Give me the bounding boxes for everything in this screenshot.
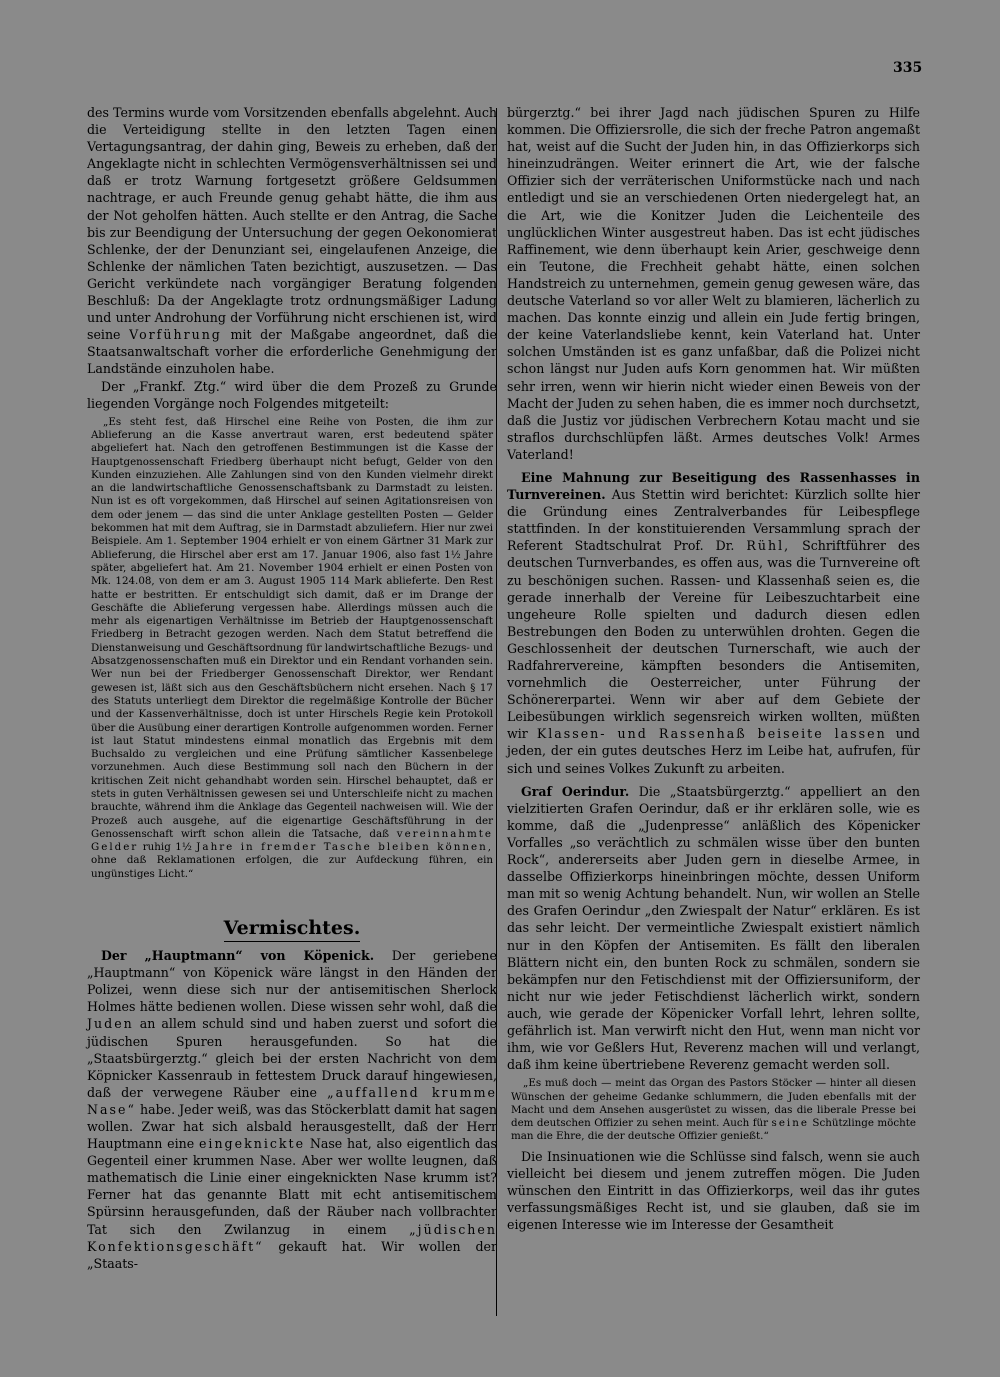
left-column	[87, 104, 497, 1272]
quote-text: „Es muß doch — meint das Organ des Pastors Stöcker — hinter all diesen Wünschen der geheime Gedanke schlummern, die Juden ebenfalls mit der Macht und dem Ansehen ausgerüstet zu wissen, das die liberale Presse bei dem deutschen Offizier zu sehen meint. Auch für seine Schützlinge möchte man die Ehre, die der deutsche Offizier genießt.“	[511, 1077, 916, 1143]
article-graf-oerindur: Graf Oerindur. Die „Staatsbürgerztg.“ appelliert an den vielzitierten Grafen Oerindur, daß er ihr erklären solle, wie es komme, daß die „Judenpresse“ anläßlich des Köpenicker Vorfalles „so verächtlich zu schmälen wisse über den bunten Rock“, andererseits aber Juden gern in dieselbe Armee, in dasselbe Offizierkorps hineinbringen möchte, dessen Uniform man mit so wenig Achtung behandelt. Nun, wir wollen an Stelle des Grafen Oerindur „den Zwiespalt der Natur“ erklären. Es ist das sehr leicht. Der vermeintliche Zwiespalt existiert nämlich nur in den Köpfen der Antisemiten. Es fällt den liberalen Blättern nicht ein, den bunten Rock zu schmälen, sondern sie bekämpfen nur den Fetischdienst mit der Offiziersuniform, der nicht nur wie jeder Fetischdienst lächerlich wirkt, sondern auch, wie gerade der Köpenicker Vorfall lehrt, lehren sollte, gefährlich ist. Man verwirft nicht den Hut, wenn man nicht vor ihm, wie vor Geßlers Hut, Reverenz machen will und verlangt, daß ihm keine übertriebene Reverenz gemacht werden soll.	[507, 783, 920, 1073]
section-title: Vermischtes.	[87, 917, 497, 939]
article-heading: Graf Oerindur.	[521, 783, 630, 799]
quote-text: „Es steht fest, daß Hirschel eine Reihe von Posten, die ihm zur Ablieferung an die Kasse anvertraut waren, erst bedeutend später abgeliefert hat. Nach den getroffenen Bestimmungen ist die Kasse der Hauptgenossenschaft Friedberg überhaupt nicht befugt, Gelder von den Kunden einzuziehen. Alle Zahlungen sind von den Kunden vielmehr direkt an die landwirtschaftliche Genossenschaftsbank zu Darmstadt zu leisten. Nun ist es oft vorgekommen, daß Hirschel auf seinen Agitationsreisen von dem oder jenem — das sind die unter Anklage gestellten Posten — Gelder bekommen hat mit dem Auftrag, sie in Darmstadt abzuliefern. Hier nur zwei Beispiele. Am 1. September 1904 erhielt er von einem Gärtner 31 Mark zur Ablieferung, die Hirschel aber erst am 17. Januar 1906, also fast 1½ Jahre später, abgeliefert hat. Am 21. November 1904 erhielt er einen Posten von Mk. 124.08, von dem er am 3. August 1905 114 Mark ablieferte. Den Rest hatte er bestritten. Er entschuldigt sich damit, daß er im Drange der Geschäfte die Ablieferung vergessen habe. Allerdings müssen auch die mehr als eigenartigen Verhältnisse im Betrieb der Hauptgenossenschaft Friedberg in Betracht gezogen werden. Nach dem Statut betreffend die Dienstanweisung und Geschäftsordnung für landwirtschaftliche Bezugs- und Absatzgenossenschaften muß ein Direktor und ein Rendant vorhanden sein. Wer nun bei der Friedberger Genossenschaft Direktor, wer Rendant gewesen ist, läßt sich aus den Geschäftsbüchern nicht ersehen. Nach § 17 des Statuts unterliegt dem Direktor die regelmäßige Kontrolle der Bücher und der Kassenverhältnisse, doch ist unter Hirschels Regie kein Protokoll über die Ausübung einer derartigen Kontrolle aufgenommen worden. Ferner ist laut Statut mindestens einmal monatlich das Ergebnis mit dem Buchsaldo zu vergleichen und eine Prüfung sämtlicher Kassenbelege vorzunehmen. Auch diese Bestimmung soll nach den Büchern in der kritischen Zeit nicht gehandhabt worden sein. Hirschel behauptet, daß er stets in guten Verhältnissen gewesen sei und Unterschleife nicht zu machen brauchte, während ihm die Anklage das Gegenteil nachweisen will. Wie der Prozeß auch ausgehe, auf die eigenartige Geschäftsführung in der Genossenschaft wirft schon allein die Tatsache, daß vereinnahmte Gelder ruhig 1½ Jahre in fremder Tasche bleiben können, ohne daß Reklamationen erfolgen, die zur Aufdeckung führen, ein ungünstiges Licht.“	[91, 415, 493, 880]
right-column	[507, 104, 920, 1233]
paragraph-frankf-ztg: Der „Frankf. Ztg.“ wird über die dem Prozeß zu Grunde liegenden Vorgänge noch Folgendes mitgeteilt:	[87, 378, 497, 411]
article-turnvereine: Eine Mahnung zur Beseitigung des Rassenhasses in Turnvereinen. Aus Stettin wird berichtet: Kürzlich sollte hier die Gründung eines Zentralverbandes für Leibespflege stattfinden. In der konstituierenden Versammlung sprach der Referent Stadtschulrat Prof. Dr. Rühl, Schriftführer des deutschen Turnverbandes, es offen aus, was die Turnvereine oft zu beschönigen suchen. Rassen- und Klassenhaß seien es, die gerade innerhalb der Vereine für Leibeszuchtarbeit eine ungeheure Rolle spielten und dadurch diesen edlen Bestrebungen den Boden zu unterwühlen drohten. Gegen die Geschlossenheit der deutschen Turnerschaft, wie auch der Radfahrervereine, kämpften besonders die Antisemiten, vornehmlich die Oesterreicher, unter Führung der Schönererpartei. Wenn wir aber auf dem Gebiete der Leibesübungen wirklich segensreich wirken wollten, müßten wir Klassen- und Rassenhaß beiseite lassen und jeden, der ein gutes deutsches Herz im Leibe hat, aufrufen, für sich und seines Volkes Zukunft zu arbeiten.	[507, 469, 921, 776]
quote-block	[91, 416, 493, 881]
paragraph-insinuationen: Die Insinuationen wie die Schlüsse sind falsch, wenn sie auch vielleicht bei diesem und jenem zutreffen mögen. Die Juden wünschen den Eintritt in das Offizierkorps, weil das ihr gutes verfassungsmäßiges Recht ist, und sie glauben, daß sie im eigenen Interesse wie im Interesse der Gesamtheit	[507, 1148, 920, 1233]
page-number: 335	[893, 60, 923, 76]
article-heading: Eine Mahnung zur Beseitigung des Rassenhasses in Turnvereinen.	[507, 469, 920, 503]
quote-block	[511, 1077, 916, 1143]
article-koepenick: Der „Hauptmann“ von Köpenick. Der geriebene „Hauptmann“ von Köpenick wäre längst in den Händen der Polizei, wenn diese sich nur der antisemitischen Sherlock Holmes hätte bedienen wollen. Diese wissen sehr wohl, daß die Juden an allem schuld sind und haben zuerst und sofort die jüdischen Spuren herausgefunden. So hat die „Staatsbürgerztg.“ gleich bei der ersten Nachricht von dem Köpnicker Kassenraub in fettestem Druck darauf hingewiesen, daß der verwegene Räuber eine „auffallend krumme Nase“ habe. Jeder weiß, was das Stöckerblatt damit hat sagen wollen. Zwar hat sich alsbald herausgestellt, daß der Herr Hauptmann eine eingeknickte Nase hat, also eigentlich das Gegenteil einer krummen Nase. Aber wer wollte leugnen, daß mathematisch die Linie einer eingeknickten Nase krumm ist? Ferner hat das genannte Blatt mit echt antisemitischem Spürsinn herausgefunden, daß der Räuber nach vollbrachter Tat sich den Zwilanzug in einem „jüdischen Konfektionsgeschäft“ gekauft hat. Wir wollen der „Staats-	[87, 948, 497, 1271]
paragraph-koepenick-continuation: bürgerztg.“ bei ihrer Jagd nach jüdischen Spuren zu Hilfe kommen. Die Offiziersrolle, die sich der freche Patron angemaßt hat, weist auf die Sucht der Juden hin, in das Offizierkorps sich hineinzudrängen. Weiter erinnert die Art, wie der falsche Offizier sich der verräterischen Uniformstücke nach und nach entledigt und sie an verschiedenen Orten niedergelegt hat, an die Art, wie die Konitzer Juden die Leichenteile des unglücklichen Winter ausgestreut haben. Das ist echt jüdisches Raffinement, wie denn überhaupt kein Arier, geschweige denn ein Teutone, die Frechheit gehabt hätte, einen solchen Handstreich zu unternehmen, gemein genug gewesen wäre, das deutsche Vaterland so vor aller Welt zu blamieren, lächerlich zu machen. Das konnte einzig und allein ein Jude fertig bringen, der keine Vaterlandsliebe kennt, kein Vaterland hat. Unter solchen Umständen ist es ganz unfaßbar, daß die Polizei nicht schon längst nur Juden aufs Korn genommen hat. Wir müßten sehr irren, wenn wir hierin nicht wieder einen Beweis von der Macht der Juden zu sehen haben, die es immer noch durchsetzt, daß die Justiz vor jüdischen Verbrechern Kotau macht und sie straflos durchschlüpfen läßt. Armes deutsches Volk! Armes Vaterland!	[507, 105, 921, 462]
paragraph-trial-continuation: des Termins wurde vom Vorsitzenden ebenfalls abgelehnt. Auch die Verteidigung stellte in den letzten Tagen einen Vertagungsantrag, der dahin ging, Beweis zu erheben, daß der Angeklagte nicht in schlechten Vermögensverhältnissen sei und daß er trotz Warnung fortgesetzt größere Geldsummen nachtrage, er auch Freunde genug gehabt hätte, die ihm aus der Not geholfen hätten. Auch stellte er den Antrag, die Sache bis zur Beendigung der Untersuchung der gegen Oekonomierat Schlenke, der der Denunziant sei, eingelaufenen Anzeige, die Schlenke der nämlichen Taten bezichtigt, auszusetzen. — Das Gericht verkündete nach vorgängiger Beratung folgenden Beschluß: Da der Angeklagte trotz ordnungsmäßiger Ladung und unter Androhung der Vorführung nicht erschienen ist, wird seine Vorführung mit der Maßgabe angeordnet, daß die Staatsanwaltschaft vorher die erforderliche Genehmigung der Landstände einzuholen habe.	[87, 105, 497, 377]
article-heading: Der „Hauptmann“ von Köpenick.	[101, 948, 375, 964]
